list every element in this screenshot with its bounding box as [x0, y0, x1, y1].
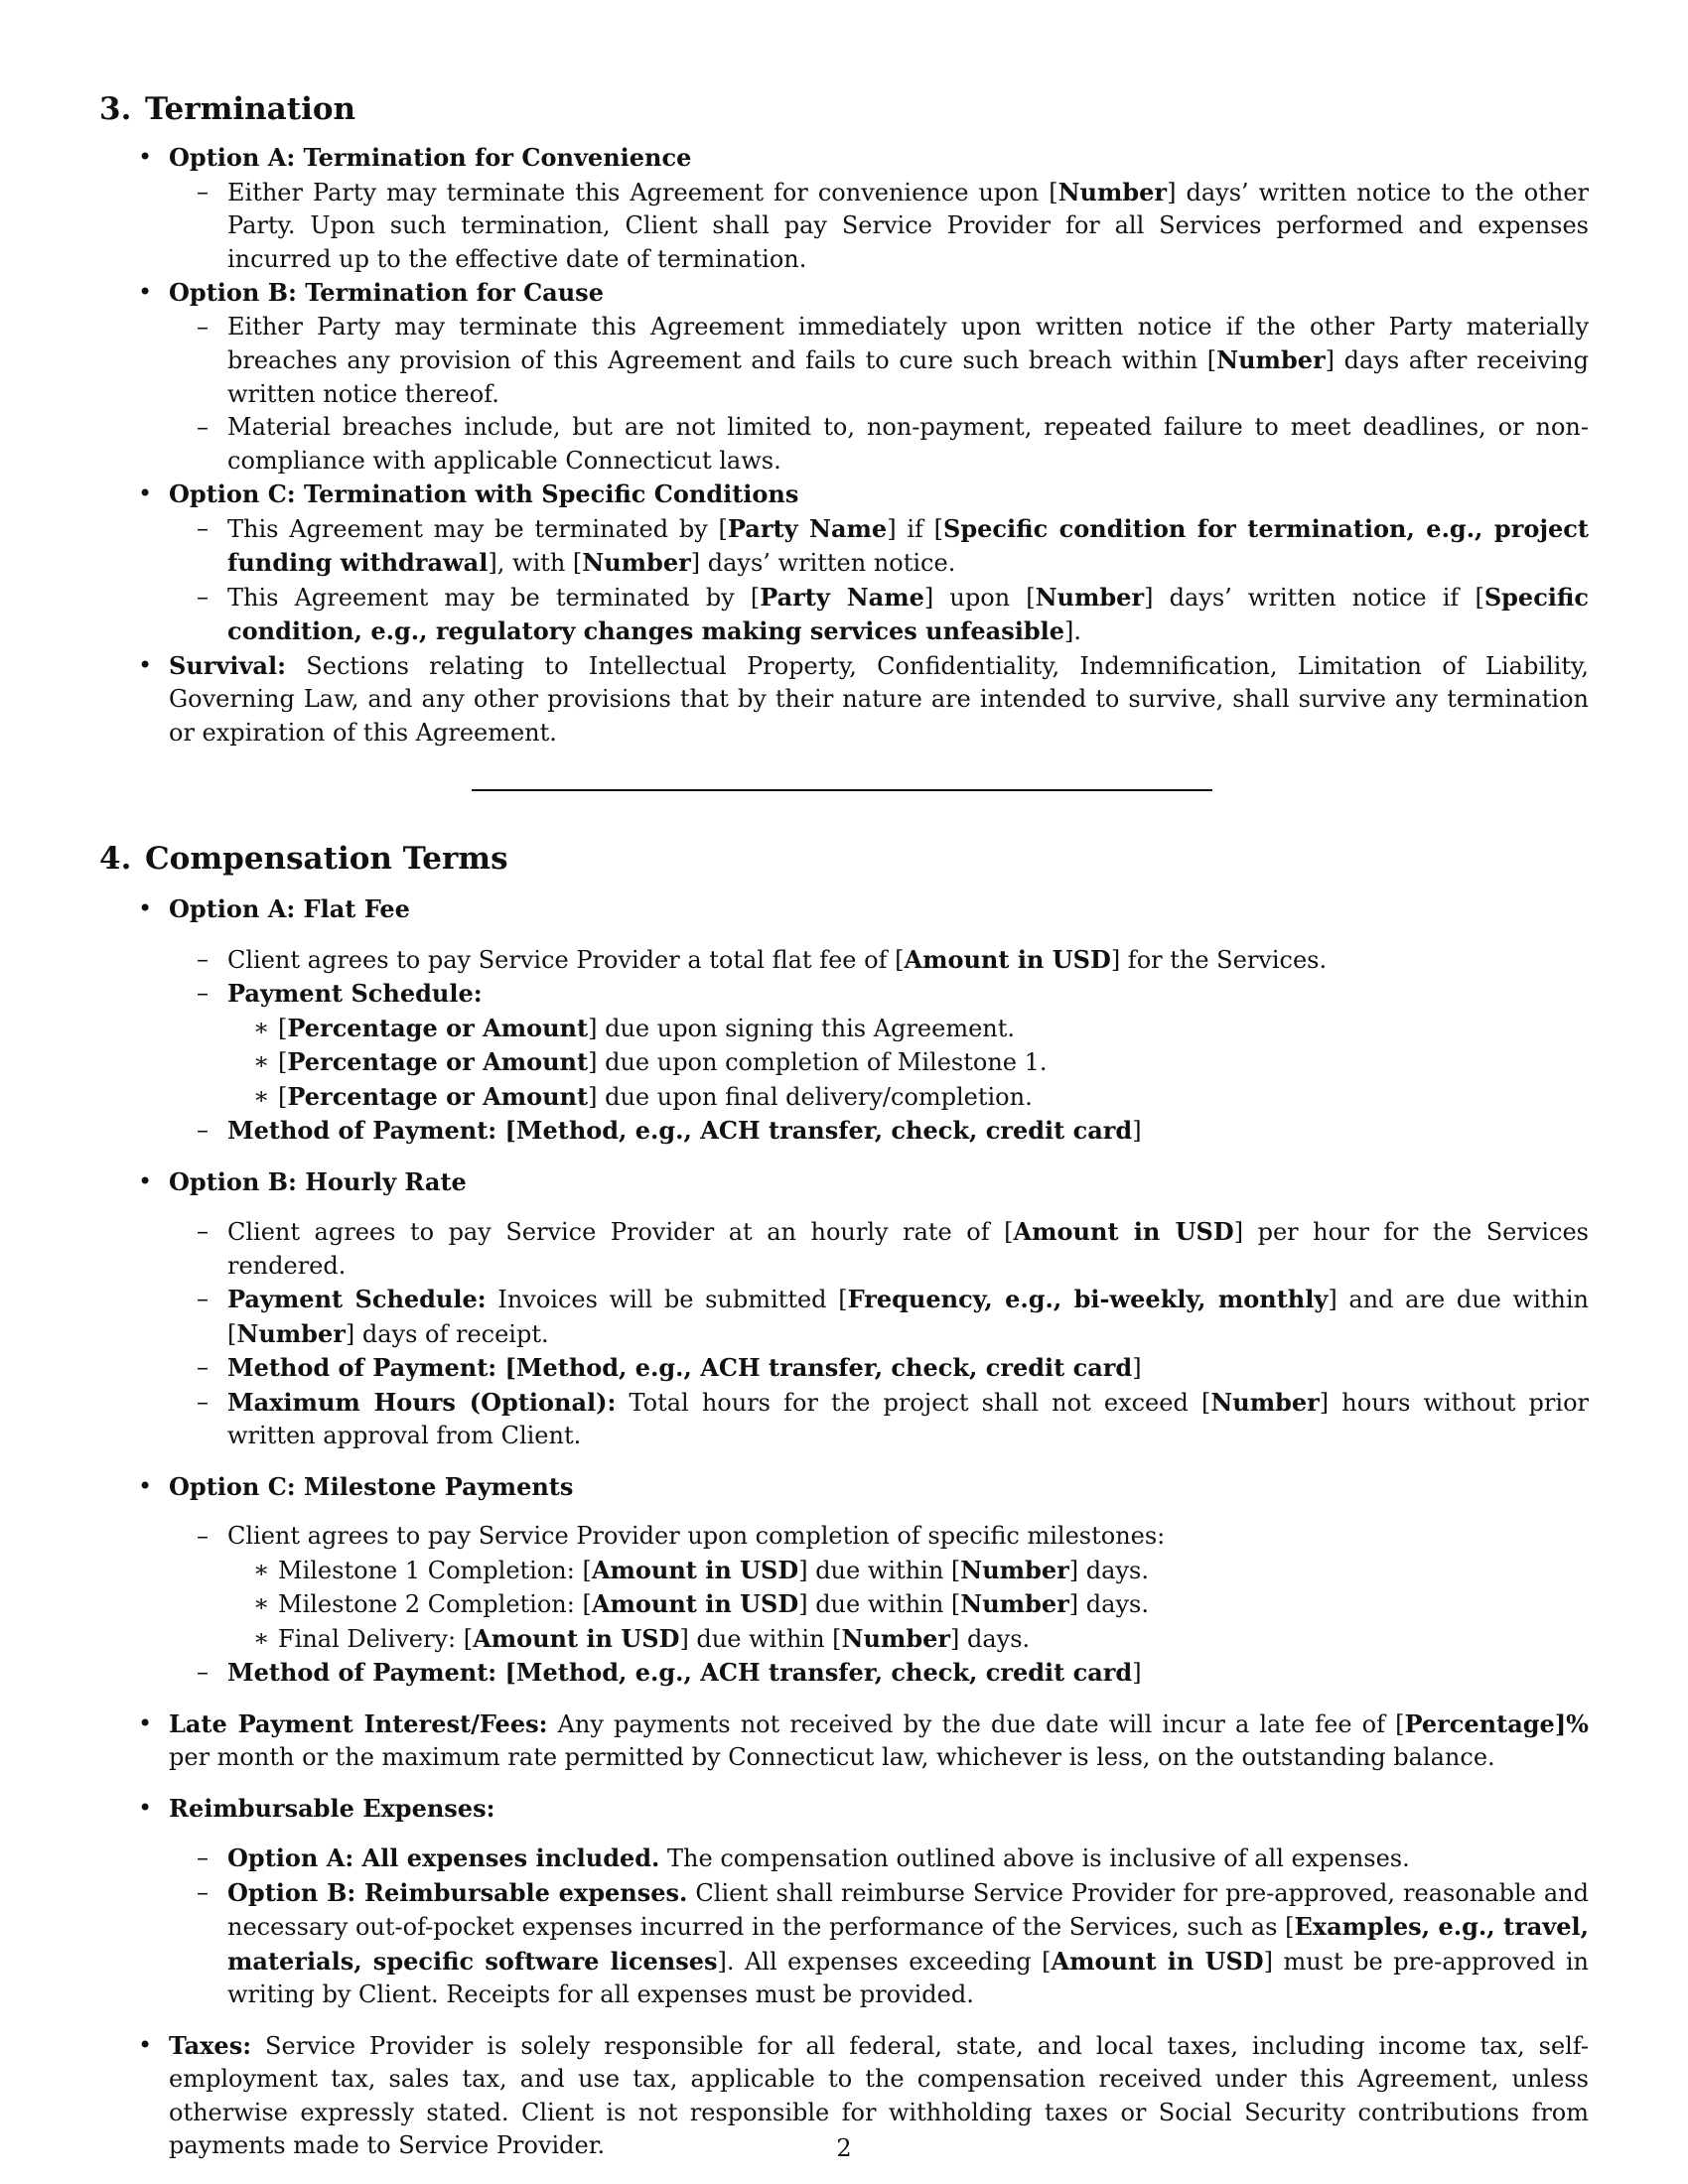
list-item	[169, 512, 1589, 581]
flat-fee-option	[99, 892, 1589, 1149]
text: Client agrees to pay Service Provider at an hourly rate of [	[227, 1218, 1014, 1246]
text: Material breaches include, but are not limited to, non-payment, repeated failure to meet deadlines, or non-compliance with applicable Connecticut laws.	[227, 413, 1589, 475]
payment-schedule-list	[227, 1012, 1589, 1115]
text: [	[496, 1353, 516, 1382]
text: The compensation outlined above is inclusive of all expenses.	[659, 1844, 1410, 1872]
placeholder: Number	[1216, 345, 1326, 374]
clause-label: Taxes:	[169, 2030, 252, 2060]
section-title: Termination	[145, 91, 356, 127]
text: [	[278, 1014, 288, 1042]
hourly-rate-option	[99, 1165, 1589, 1453]
text: Any payments not received by the due date will incur a late fee of [	[547, 1709, 1405, 1738]
text: ].	[1064, 617, 1081, 645]
placeholder: Method, e.g., ACH transfer, check, credit card	[515, 1353, 1133, 1382]
option-heading: Option C: Milestone Payments	[169, 1471, 574, 1501]
placeholder: Party Name	[727, 513, 888, 543]
placeholder: Specific condition, e.g., regulatory changes making services unfeasible	[227, 582, 1589, 645]
list-item	[169, 1386, 1589, 1453]
schedule-item	[227, 1045, 1589, 1080]
placeholder: Amount in USD	[473, 1623, 680, 1653]
placeholder: Specific condition for termination, e.g., project funding withdrawal	[227, 513, 1589, 577]
late-payment-clause	[99, 1707, 1589, 1775]
section-number: 3.	[99, 91, 132, 127]
list-item	[169, 1215, 1589, 1283]
text: ] days.	[950, 1624, 1031, 1653]
option-heading: Option A: Termination for Convenience	[169, 143, 692, 172]
text: Client agrees to pay Service Provider a total flat fee of [	[227, 945, 905, 974]
option-heading: Option A: Flat Fee	[169, 894, 410, 923]
list-item	[169, 977, 1589, 1114]
text: ] for the Services.	[1110, 945, 1328, 974]
text: Sections relating to Intellectual Property, Confidentiality, Indemnification, Limitation of Liability, Governing Law, and any other provisions that by their nature are intended to survive, shall survive any termination or expiration of this Agreement.	[169, 651, 1589, 747]
text: ] due upon completion of Milestone 1.	[588, 1048, 1048, 1076]
placeholder: Party Name	[760, 582, 924, 612]
compensation-list	[99, 892, 1589, 2163]
placeholder: Examples, e.g., travel, materials, specific software licenses	[227, 1912, 1589, 1976]
list-item	[169, 411, 1589, 478]
milestone-item	[227, 1622, 1589, 1657]
section-title: Compensation Terms	[145, 841, 508, 877]
milestone-option	[99, 1470, 1589, 1691]
milestone-item	[227, 1554, 1589, 1588]
flat-fee-details	[169, 943, 1589, 1149]
placeholder: Frequency, e.g., bi-weekly, monthly	[847, 1285, 1329, 1313]
placeholder: Amount in USD	[1013, 1217, 1234, 1246]
placeholder: Number	[960, 1589, 1069, 1618]
text: Milestone 2 Completion: [	[278, 1590, 592, 1618]
text: ] due upon final delivery/completion.	[588, 1082, 1033, 1111]
text: Invoices will be submitted [	[486, 1286, 848, 1313]
placeholder: Number	[841, 1623, 951, 1653]
clause-label: Payment Schedule:	[227, 979, 483, 1008]
text: [	[496, 1658, 516, 1687]
placeholder: Amount in USD	[1051, 1946, 1264, 1976]
milestone-list	[227, 1554, 1589, 1657]
option-a-details	[169, 176, 1589, 277]
text: ] days’ written notice to the other Party. Upon such termination, Client shall pay Service Provider for all Services performed and expenses incurred up to the effective date of termination.	[227, 178, 1589, 273]
list-item	[169, 1842, 1589, 1876]
clause-label: Late Payment Interest/Fees:	[169, 1708, 548, 1738]
list-item	[169, 311, 1589, 412]
milestone-item	[227, 1587, 1589, 1622]
text: Client agrees to pay Service Provider upon completion of specific milestones:	[227, 1522, 1166, 1550]
text: ], with [	[488, 549, 583, 577]
text: ]	[1132, 1117, 1142, 1145]
clause-label: Payment Schedule:	[227, 1285, 487, 1313]
text: ]	[1132, 1659, 1142, 1687]
text: per month or the maximum rate permitted by Connecticut law, whichever is less, on the outstanding balance.	[169, 1743, 1495, 1771]
schedule-item	[227, 1080, 1589, 1115]
text: ] days’ written notice if [	[1144, 583, 1484, 612]
text: ] hours without prior written approval from Client.	[227, 1388, 1589, 1449]
text: [	[278, 1048, 288, 1076]
list-item	[169, 581, 1589, 649]
placeholder: Method, e.g., ACH transfer, check, credit card	[515, 1658, 1133, 1687]
text: ]. All expenses exceeding [	[717, 1947, 1052, 1976]
text: ] upon [	[923, 583, 1036, 612]
text: [	[496, 1116, 516, 1145]
text: ] if [	[887, 514, 944, 543]
page-number: 2	[836, 2134, 852, 2162]
clause-label: Option B: Reimbursable expenses.	[227, 1877, 688, 1907]
termination-option-a	[99, 141, 1589, 276]
placeholder: Number	[1035, 582, 1145, 612]
placeholder: Amount in USD	[904, 944, 1111, 974]
text: [	[278, 1082, 288, 1111]
clause-label: Method of Payment:	[227, 1353, 497, 1382]
placeholder: Amount in USD	[591, 1555, 799, 1584]
list-item	[169, 1520, 1589, 1656]
text: Client shall reimburse Service Provider for pre-approved, reasonable and necessary out-of-pocket expenses incurred in the performance of the Services, such as [	[227, 1878, 1589, 1941]
list-item	[169, 1351, 1589, 1386]
expense-options	[169, 1842, 1589, 2012]
placeholder: Number	[1210, 1387, 1320, 1417]
text: ]%	[1554, 1708, 1589, 1738]
text: ] per hour for the Services rendered.	[227, 1218, 1590, 1280]
termination-option-c	[99, 478, 1589, 649]
list-item	[169, 1283, 1589, 1351]
placeholder: Percentage or Amount	[287, 1013, 589, 1042]
text: This Agreement may be terminated by [	[227, 583, 761, 612]
text: Milestone 1 Completion: [	[278, 1556, 592, 1584]
text: Either Party may terminate this Agreement for convenience upon [	[227, 178, 1058, 206]
placeholder: Number	[236, 1318, 346, 1348]
text: Final Delivery: [	[278, 1624, 474, 1653]
list-item	[169, 1114, 1589, 1149]
placeholder: Percentage or Amount	[287, 1047, 589, 1076]
placeholder: Number	[1057, 177, 1168, 206]
document-page	[99, 89, 1589, 2163]
section-3-heading	[99, 89, 1589, 129]
placeholder: Percentage or Amount	[287, 1081, 589, 1111]
text: ] due within [	[798, 1590, 961, 1618]
clause-label: Method of Payment:	[227, 1116, 497, 1145]
section-divider	[472, 789, 1212, 791]
text: Either Party may terminate this Agreement immediately upon written notice if the other Party materially breaches any provision of this Agreement and fails to cure such breach within [	[227, 312, 1589, 374]
placeholder: Percentage	[1404, 1708, 1555, 1738]
text: Service Provider is solely responsible for all federal, state, and local taxes, including income tax, self-employment tax, sales tax, and use tax, applicable to the compensation received under this Agreement, unless otherwise expressly stated. Client is not responsible for withholding taxes or Social Security contributions from payments made to Service Provider.	[169, 2031, 1589, 2159]
milestone-details	[169, 1520, 1589, 1691]
clause-label: Option A: All expenses included.	[227, 1843, 660, 1872]
list-item	[169, 1876, 1589, 2012]
clause-label: Method of Payment:	[227, 1658, 497, 1687]
text: ] days.	[1068, 1590, 1149, 1618]
text: ] due within [	[798, 1556, 961, 1584]
placeholder: Number	[582, 548, 691, 577]
text: ] must be pre-approved in writing by Client. Receipts for all expenses must be provided.	[227, 1947, 1590, 2008]
placeholder: Amount in USD	[591, 1589, 799, 1618]
text: ] due upon signing this Agreement.	[588, 1014, 1016, 1042]
text: ] days’ written notice.	[690, 549, 956, 577]
schedule-item	[227, 1012, 1589, 1046]
section-number: 4.	[99, 841, 132, 877]
text: ] days after receiving written notice thereof.	[227, 346, 1590, 408]
clause-label: Reimbursable Expenses:	[169, 1793, 495, 1823]
option-heading: Option B: Hourly Rate	[169, 1166, 467, 1196]
list-item	[169, 176, 1589, 277]
placeholder: Method, e.g., ACH transfer, check, credit card	[515, 1116, 1133, 1145]
termination-options-list	[99, 141, 1589, 750]
section-4	[99, 839, 1589, 2163]
text: This Agreement may be terminated by [	[227, 514, 728, 543]
clause-label: Survival:	[169, 650, 286, 680]
text: Total hours for the project shall not exceed [	[616, 1388, 1211, 1417]
option-heading: Option C: Termination with Specific Conditions	[169, 479, 799, 508]
placeholder: Number	[960, 1555, 1069, 1584]
text: ] days.	[1068, 1556, 1149, 1584]
text: ]	[1132, 1354, 1142, 1382]
text: ] days of receipt.	[345, 1319, 549, 1348]
reimbursable-expenses-clause	[99, 1792, 1589, 2012]
survival-clause	[99, 649, 1589, 751]
option-c-details	[169, 512, 1589, 649]
termination-option-b	[99, 276, 1589, 478]
list-item	[169, 1656, 1589, 1691]
text: ] due within [	[679, 1624, 842, 1653]
clause-label: Maximum Hours (Optional):	[227, 1387, 617, 1417]
section-4-heading	[99, 839, 1589, 879]
option-b-details	[169, 311, 1589, 478]
text: ] and are due within [	[227, 1286, 1590, 1348]
option-heading: Option B: Termination for Cause	[169, 278, 604, 307]
list-item	[169, 943, 1589, 978]
hourly-rate-details	[169, 1215, 1589, 1453]
